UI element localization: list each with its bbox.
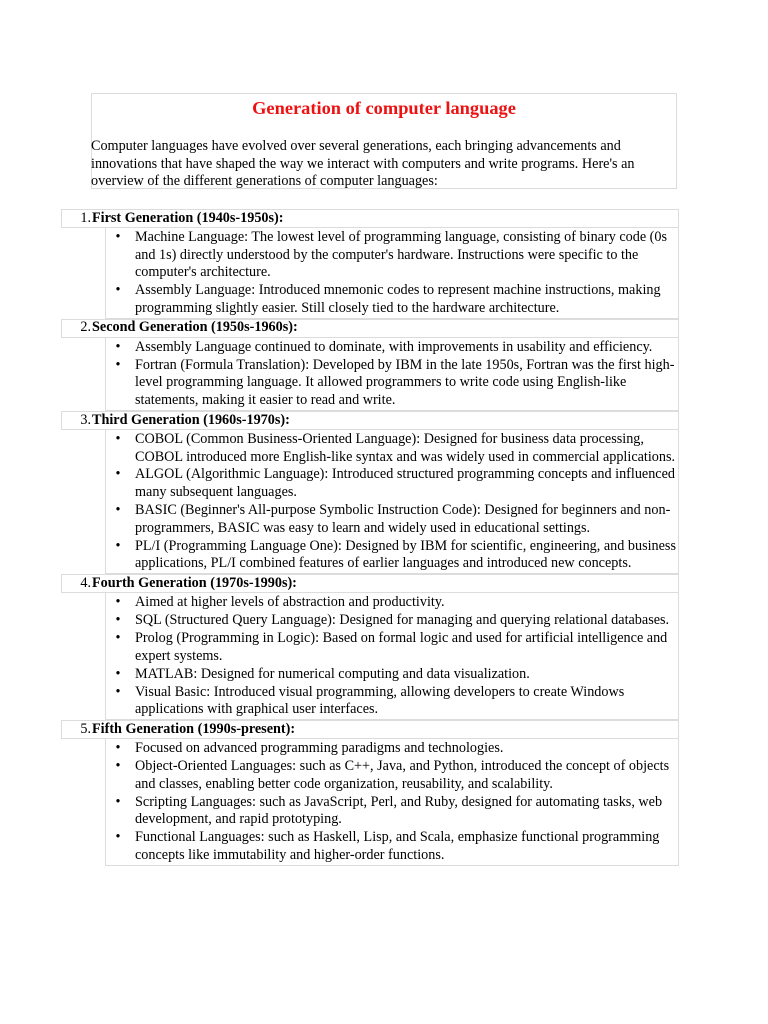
list-item	[106, 612, 678, 630]
intro-section	[91, 93, 677, 189]
list-item-text: Assembly Language: Introduced mnemonic codes to represent machine instructions, making programming slightly easier. Still closely tied to the hardware architecture.	[135, 282, 661, 316]
list-item-text: Aimed at higher levels of abstraction and productivity.	[135, 594, 445, 611]
list-item	[106, 630, 678, 665]
bullet-icon: •	[115, 502, 121, 519]
list-item-text: PL/I (Programming Language One): Designed by IBM for scientific, engineering, and business applications, PL/I combined features of earlier languages and introduced new concepts.	[135, 537, 676, 572]
bullet-icon: •	[115, 683, 121, 700]
bullet-icon: •	[115, 430, 121, 447]
bullet-icon: •	[115, 229, 121, 245]
bullet-icon: •	[115, 793, 121, 810]
list-item	[106, 740, 678, 758]
generation-title: First Generation (1940s-1950s):	[92, 209, 284, 226]
generation-item	[61, 209, 679, 319]
intro-paragraph: Computer languages have evolved over several generations, each bringing advancements and innovations that have shaped the way we interact with computers and write programs. Here's an overview of the different generations of computer languages:	[91, 138, 635, 190]
generation-heading	[61, 411, 679, 430]
bullet-icon: •	[115, 466, 121, 483]
list-item	[106, 684, 678, 719]
generation-details-list	[105, 593, 679, 720]
generations-list	[61, 209, 679, 866]
list-item-text: Assembly Language continued to dominate, with improvements in usability and efficiency.	[135, 338, 653, 355]
generation-heading	[61, 209, 679, 228]
bullet-icon: •	[115, 630, 121, 647]
generation-number: 4.	[80, 574, 91, 591]
list-item	[106, 794, 678, 829]
generation-details-list	[105, 739, 679, 866]
generation-number: 1.	[80, 209, 91, 226]
generation-number: 5.	[80, 721, 91, 738]
generation-number: 3.	[80, 411, 91, 428]
list-item	[106, 357, 678, 410]
list-item-text: Machine Language: The lowest level of programming language, consisting of binary code (0s and 1s) directly understood by the computer's hardware. Instructions were specific to the computer's architecture.	[135, 229, 668, 281]
list-item-text: Scripting Languages: such as JavaScript, Perl, and Ruby, designed for automating tasks, web development, and rapid prototyping.	[135, 793, 663, 828]
generation-details-list	[105, 338, 679, 411]
generation-item	[61, 411, 679, 574]
generation-details-list	[105, 228, 679, 319]
list-item	[106, 594, 678, 612]
generation-details-list	[105, 430, 679, 574]
bullet-icon: •	[115, 338, 121, 355]
list-item-text: Prolog (Programming in Logic): Based on formal logic and used for artificial intelligence and expert systems.	[135, 630, 668, 664]
list-item-text: Object-Oriented Languages: such as C++, Java, and Python, introduced the concept of objects and classes, enabling better code organization, reusability, and scalability.	[135, 758, 670, 792]
bullet-icon: •	[115, 665, 121, 682]
bullet-icon: •	[115, 740, 121, 757]
list-item	[106, 431, 678, 466]
list-item-text: Focused on advanced programming paradigms and technologies.	[135, 740, 504, 757]
bullet-icon: •	[115, 758, 121, 775]
generation-item	[61, 319, 679, 411]
bullet-icon: •	[115, 612, 121, 629]
list-item-text: SQL (Structured Query Language): Designed for managing and querying relational databases.	[135, 612, 670, 629]
list-item	[106, 282, 678, 317]
bullet-icon: •	[115, 537, 121, 554]
list-item	[106, 666, 678, 684]
list-item	[106, 502, 678, 537]
generation-title: Second Generation (1950s-1960s):	[92, 319, 298, 336]
generation-heading	[61, 319, 679, 338]
list-item	[106, 339, 678, 357]
generation-item	[61, 720, 679, 866]
list-item	[106, 466, 678, 501]
list-item	[106, 829, 678, 864]
list-item-text: Functional Languages: such as Haskell, Lisp, and Scala, emphasize functional programming concepts like immutability and higher-order functions.	[135, 829, 660, 864]
list-item-text: BASIC (Beginner's All-purpose Symbolic Instruction Code): Designed for beginners and non-programmers, BASIC was easy to learn and widely used in educational settings.	[135, 502, 671, 536]
list-item-text: COBOL (Common Business-Oriented Language): Designed for business data processing, COBOL introduced more English-like syntax and was widely used in commercial applications.	[135, 430, 676, 465]
list-item-text: ALGOL (Algorithmic Language): Introduced structured programming concepts and influenced many subsequent languages.	[135, 466, 675, 501]
list-item	[106, 538, 678, 573]
bullet-icon: •	[115, 356, 121, 373]
generation-heading	[61, 574, 679, 593]
list-item-text: MATLAB: Designed for numerical computing and data visualization.	[135, 665, 530, 682]
page-title: Generation of computer language	[252, 98, 516, 118]
generation-item	[61, 574, 679, 720]
generation-heading	[61, 720, 679, 739]
bullet-icon: •	[115, 829, 121, 846]
bullet-icon: •	[115, 594, 121, 611]
list-item	[106, 229, 678, 282]
generation-number: 2.	[80, 319, 91, 336]
generation-title: Fifth Generation (1990s-present):	[92, 721, 296, 738]
list-item-text: Fortran (Formula Translation): Developed by IBM in the late 1950s, Fortran was the first high-level programming language. It allowed programmers to write code using English-like statements, making it easier to read and write.	[135, 356, 675, 408]
list-item-text: Visual Basic: Introduced visual programming, allowing developers to create Windows applications with graphical user interfaces.	[135, 683, 625, 718]
list-item	[106, 758, 678, 793]
generation-title: Third Generation (1960s-1970s):	[92, 411, 290, 428]
bullet-icon: •	[115, 282, 121, 299]
generation-title: Fourth Generation (1970s-1990s):	[92, 574, 297, 591]
